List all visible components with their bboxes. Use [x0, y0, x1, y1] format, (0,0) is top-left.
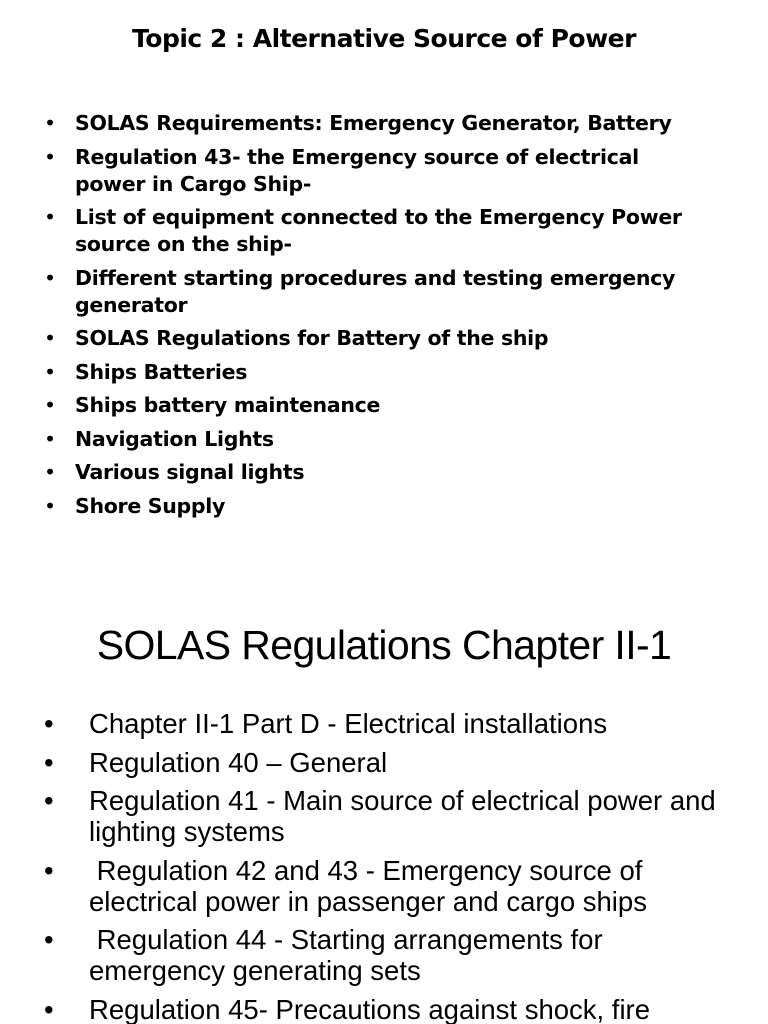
list-item: • SOLAS Regulations for Battery of the ship — [0, 325, 768, 352]
list-item: • Regulation 45- Precautions against shock, fire — [0, 994, 768, 1024]
list-item: • Shore Supply — [0, 493, 768, 520]
slide-title: Topic 2 : Alternative Source of Power — [132, 24, 636, 53]
list-item: • Ships Batteries — [0, 359, 768, 386]
list-item: • Various signal lights — [0, 459, 768, 486]
list-item: • Regulation 40 – General — [0, 747, 768, 778]
topic-bullet-list — [0, 110, 768, 526]
list-item: • Different starting procedures and testing emergency generator — [0, 265, 768, 319]
list-item: • Regulation 44 - Starting arrangements for emergency generating sets — [0, 924, 768, 986]
list-item: • Navigation Lights — [0, 426, 768, 453]
list-item: • List of equipment connected to the Emergency Power source on the ship- — [0, 204, 768, 258]
list-item: • Regulation 42 and 43 - Emergency source of electrical power in passenger and cargo ships — [0, 855, 768, 917]
list-item: • Chapter II-1 Part D - Electrical installations — [0, 708, 768, 739]
regulation-bullet-list — [0, 708, 768, 1024]
list-item: • Regulation 41 - Main source of electrical power and lighting systems — [0, 785, 768, 847]
list-item: • Regulation 43- the Emergency source of electrical power in Cargo Ship- — [0, 144, 768, 198]
slide-title: SOLAS Regulations Chapter II-1 — [96, 622, 672, 668]
list-item: • SOLAS Requirements: Emergency Generator, Battery — [0, 110, 768, 137]
list-item: • Ships battery maintenance — [0, 392, 768, 419]
slide-solas-regulations — [0, 560, 768, 1024]
